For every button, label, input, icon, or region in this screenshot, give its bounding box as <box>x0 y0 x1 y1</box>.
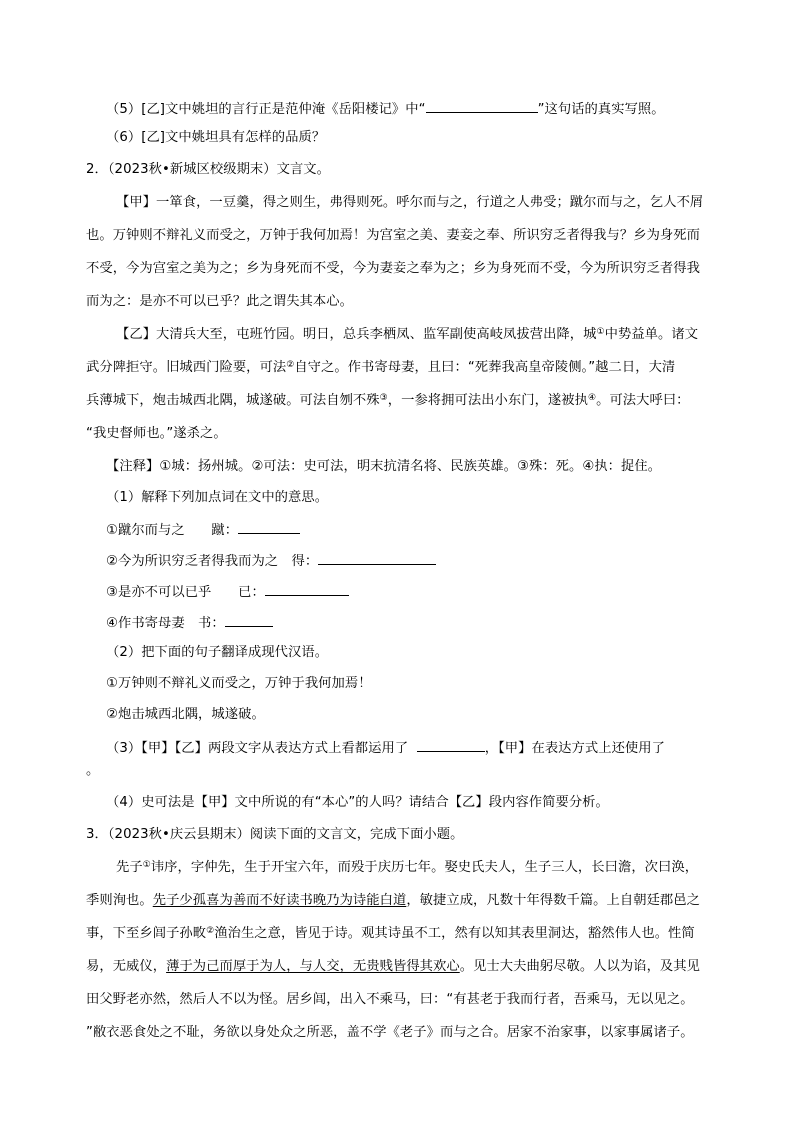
p3-text: 讳序，字仲先，生于开宝六年，而殁于庆历七年。娶史氏夫人，生子三人，长曰澹，次曰涣， <box>150 860 699 875</box>
p2-header: 2．（2023秋•新城区校级期末）文言文。 <box>86 162 330 177</box>
p2-jia-line-3: 不受，今为宫室之美为之；乡为身死而不受，今为妻妾之奉为之；乡为身死而不受，今为所识穷乏者得我 <box>86 261 700 276</box>
footnote-marker-2: ② <box>286 360 295 370</box>
p2-q3-text: ，【甲】在表达方式上还使用了 <box>484 741 665 756</box>
p3-line-2 <box>86 891 700 911</box>
translate-sentence-1: ①万钟则不辩礼义而受之，万钟于我何加焉！ <box>106 676 372 691</box>
p3-text: 季则洵也。 <box>86 893 153 908</box>
word-answer-blank-3[interactable] <box>265 581 349 596</box>
word-item-4 <box>106 612 273 634</box>
p3-text: 事，下至乡闾子孙畋 <box>86 926 207 941</box>
word-item-text: ①蹴尔而与之 蹴： <box>106 523 239 538</box>
word-item-text: ③是亦不可以已乎 已： <box>106 585 265 600</box>
q5-line <box>106 98 665 120</box>
p2-q3-line <box>106 737 665 759</box>
p2-yi-text: 兵薄城下，炮击城西北隅，城遂破。可法自刎不殊 <box>86 393 380 408</box>
p3-text: 先子 <box>116 860 143 875</box>
p2-yi-line-2 <box>86 358 675 378</box>
p2-jia-line-1: 【甲】一箪食，一豆羹，得之则生，弗得则死。呼尔而与之，行道之人弗受；蹴尔而与之，乞人不屑 <box>116 195 704 210</box>
p2-yi-text: 【乙】大清兵大至，屯班竹园。明日，总兵李栖凤、监军副使高岐凤拔营出降，城 <box>116 327 597 342</box>
p2-yi-line-3 <box>86 391 690 411</box>
p2-yi-line-4: “我史督师也。”遂杀之。 <box>86 426 227 441</box>
translate-sentence-2: ②炮击城西北隅，城遂破。 <box>106 707 265 722</box>
p2-jia-line-4: 而为之：是亦不可以已乎？此之谓失其本心。 <box>86 294 353 309</box>
footnote-marker-2: ② <box>206 926 215 936</box>
word-item-3 <box>106 581 349 603</box>
p3-text: 易，无威仪， <box>86 959 167 974</box>
p2-notes: 【注释】①城：扬州城。②可法：史可法，明末抗清名将、民族英雄。③殊：死。④执：捉住。 <box>106 459 662 474</box>
word-item-text: ④作书寄母妻 书： <box>106 616 225 631</box>
p3-header: 3．（2023秋•庆云县期末）阅读下面的文言文，完成下面小题。 <box>86 827 464 842</box>
p2-yi-text: 自守之。作书寄母妻，且曰：“死葬我高皇帝陵侧。”越二日，大清 <box>294 360 676 375</box>
word-answer-blank-2[interactable] <box>318 550 436 565</box>
footnote-marker-1: ① <box>596 327 605 337</box>
p2-yi-text: 中势益单。诸文 <box>604 327 699 342</box>
p2-q2: （2）把下面的句子翻译成现代汉语。 <box>106 645 329 660</box>
p2-yi-text: ，一参将拥可法出小东门，遂被执 <box>387 393 588 408</box>
p3-line-1 <box>116 858 698 878</box>
q5-answer-blank[interactable] <box>426 98 538 113</box>
footnote-marker-3: ③ <box>379 393 388 403</box>
q5-text-pre: （5）[乙]文中姚坦的言行正是范仲淹《岳阳楼记》中“ <box>106 102 426 117</box>
word-item-2 <box>106 550 436 572</box>
word-answer-blank-4[interactable] <box>225 612 273 627</box>
q3-answer-blank[interactable] <box>417 737 485 752</box>
p2-q3-end: 。 <box>86 763 100 778</box>
p2-yi-line-1 <box>116 325 698 345</box>
underlined-sentence: 先子少孤喜为善而不好读书晚乃为诗能白道 <box>152 893 407 908</box>
p3-text: 。见士大夫曲躬尽敬。人以为谄，及其见 <box>459 959 700 974</box>
p2-q3-text: （3）【甲】【乙】两段文字从表达方式上看都运用了 <box>106 741 409 756</box>
p3-text: ，敏捷立成，凡数十年得数千篇。上自朝廷郡邑之 <box>406 893 700 908</box>
word-item-1 <box>106 519 300 541</box>
footnote-marker-4: ④ <box>587 393 597 403</box>
p2-yi-text: 武分陴拒守。旧城西门险要，可法 <box>86 360 287 375</box>
q6-line: （6）[乙]文中姚坦具有怎样的品质？ <box>106 130 326 145</box>
p2-q1: （1）解释下列加点词在文中的意思。 <box>106 490 329 505</box>
word-item-text: ②今为所识穷乏者得我而为之 得： <box>106 554 319 569</box>
p3-line-6: ”敝衣恶食处之不耻，务欲以身处众之所恶，盖不学《老子》而与之合。居家不治家事，以家事属诸子。 <box>86 1025 694 1040</box>
p2-jia-line-2: 也。万钟则不辩礼义而受之，万钟于我何加焉！为宫室之美、妻妾之奉、所识穷乏者得我与？乡为身死而 <box>86 228 700 243</box>
p3-line-4 <box>86 957 700 977</box>
q5-text-post: ”这句话的真实写照。 <box>537 102 665 117</box>
p3-text: 渔治生之意，皆见于诗。观其诗虽不工，然有以知其表里洞达，豁然伟人也。性简 <box>214 926 695 941</box>
p2-q4: （4）史可法是【甲】文中所说的有“本心”的人吗？请结合【乙】段内容作简要分析。 <box>106 795 609 810</box>
p3-line-5: 田父野老亦然，然后人不以为怪。居乡闾，出入不乘马，曰：“有甚老于我而行者，吾乘马，无以见之。 <box>86 992 694 1007</box>
footnote-marker-1: ① <box>142 860 151 870</box>
p2-yi-text: 。可法大呼曰： <box>596 393 690 408</box>
word-answer-blank-1[interactable] <box>238 519 300 534</box>
p3-line-3 <box>86 924 695 944</box>
underlined-sentence: 薄于为己而厚于为人，与人交，无贵贱皆得其欢心 <box>166 959 460 974</box>
